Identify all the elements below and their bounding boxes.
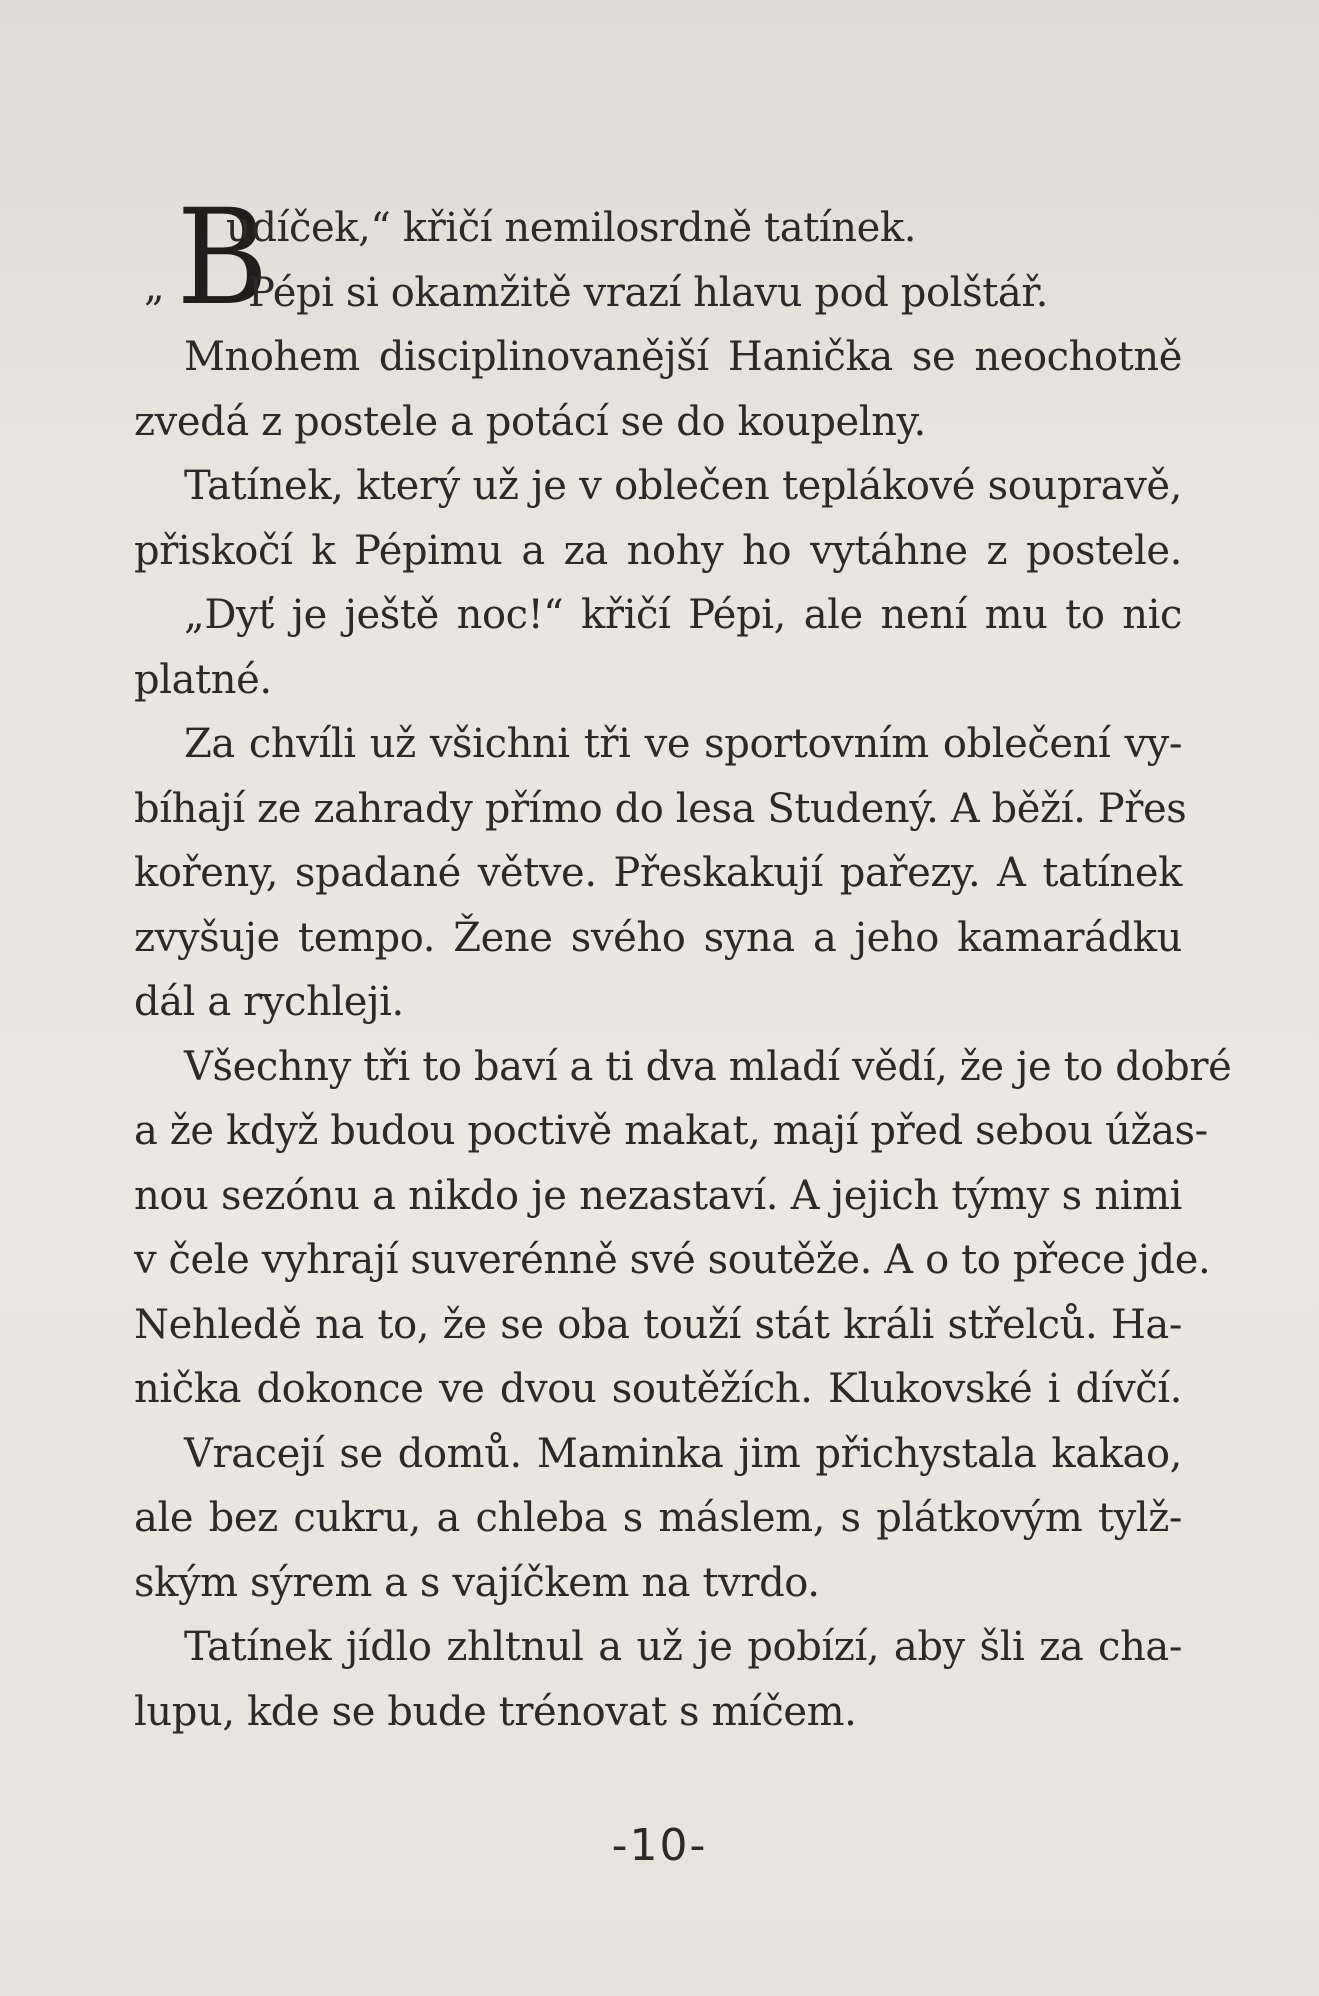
- text-line: Tatínek, který už je v oblečen teplákové soupravě,: [184, 463, 1182, 509]
- text-line: nou sezónu a nikdo je nezastaví. A jejich týmy s nimi: [134, 1172, 1182, 1219]
- text-line-with-quote: [134, 261, 1182, 326]
- text-line: a že když budou poctivě makat, mají před sebou úžas-: [134, 1108, 1208, 1154]
- text-line: lupu, kde se bude trénovat s míčem.: [134, 1688, 857, 1735]
- text-line: Všechny tři to baví a ti dva mladí vědí, že je to dobré: [184, 1043, 1232, 1090]
- text-line: platné.: [134, 656, 272, 703]
- text-line: nička dokonce ve dvou soutěžích. Klukovské i dívčí.: [134, 1366, 1182, 1412]
- text-line: ale bez cukru, a chleba s máslem, s plátkovým tylž-: [134, 1495, 1182, 1541]
- text-line: kořeny, spadané větve. Přeskakují pařezy. A tatínek: [134, 850, 1182, 896]
- text-line: přiskočí k Pépimu a za nohy ho vytáhne z postele.: [134, 527, 1182, 574]
- text-line: dál a rychleji.: [134, 979, 404, 1025]
- text-line: Vracejí se domů. Maminka jim přichystala kakao,: [184, 1430, 1182, 1477]
- page-number: -10-: [611, 1820, 708, 1871]
- text-line: v čele vyhrají suverénně své soutěže. A o to přece jde.: [134, 1237, 1211, 1283]
- opening-quote: „: [144, 263, 165, 310]
- text-line: Mnohem disciplinovanější Hanička se neochotně: [184, 334, 1182, 380]
- text-line-content: Pépi si okamžitě vrazí hlavu pod polštář.: [248, 269, 1048, 316]
- body-text: [134, 181, 1232, 1744]
- text-line: Nehledě na to, že se oba touží stát králi střelců. Ha-: [134, 1301, 1182, 1348]
- text-line: bíhají ze zahrady přímo do lesa Studený. A běží. Přes: [134, 785, 1187, 832]
- text-line: udíček,“ křičí nemilosrdně tatínek.: [226, 205, 917, 251]
- text-line: Tatínek jídlo zhltnul a už je pobízí, aby šli za cha-: [184, 1624, 1182, 1670]
- text-line: „Dyť je ještě noc!“ křičí Pépi, ale není mu to nic: [184, 592, 1182, 638]
- text-line: zvyšuje tempo. Žene svého syna a jeho kamarádku: [134, 914, 1182, 961]
- text-line: zvedá z postele a potácí se do koupelny.: [134, 398, 926, 445]
- drop-cap-letter: B: [176, 181, 269, 335]
- text-line: Za chvíli už všichni tři ve sportovním oblečení vy-: [184, 721, 1182, 767]
- text-line: ským sýrem a s vajíčkem na tvrdo.: [134, 1559, 820, 1606]
